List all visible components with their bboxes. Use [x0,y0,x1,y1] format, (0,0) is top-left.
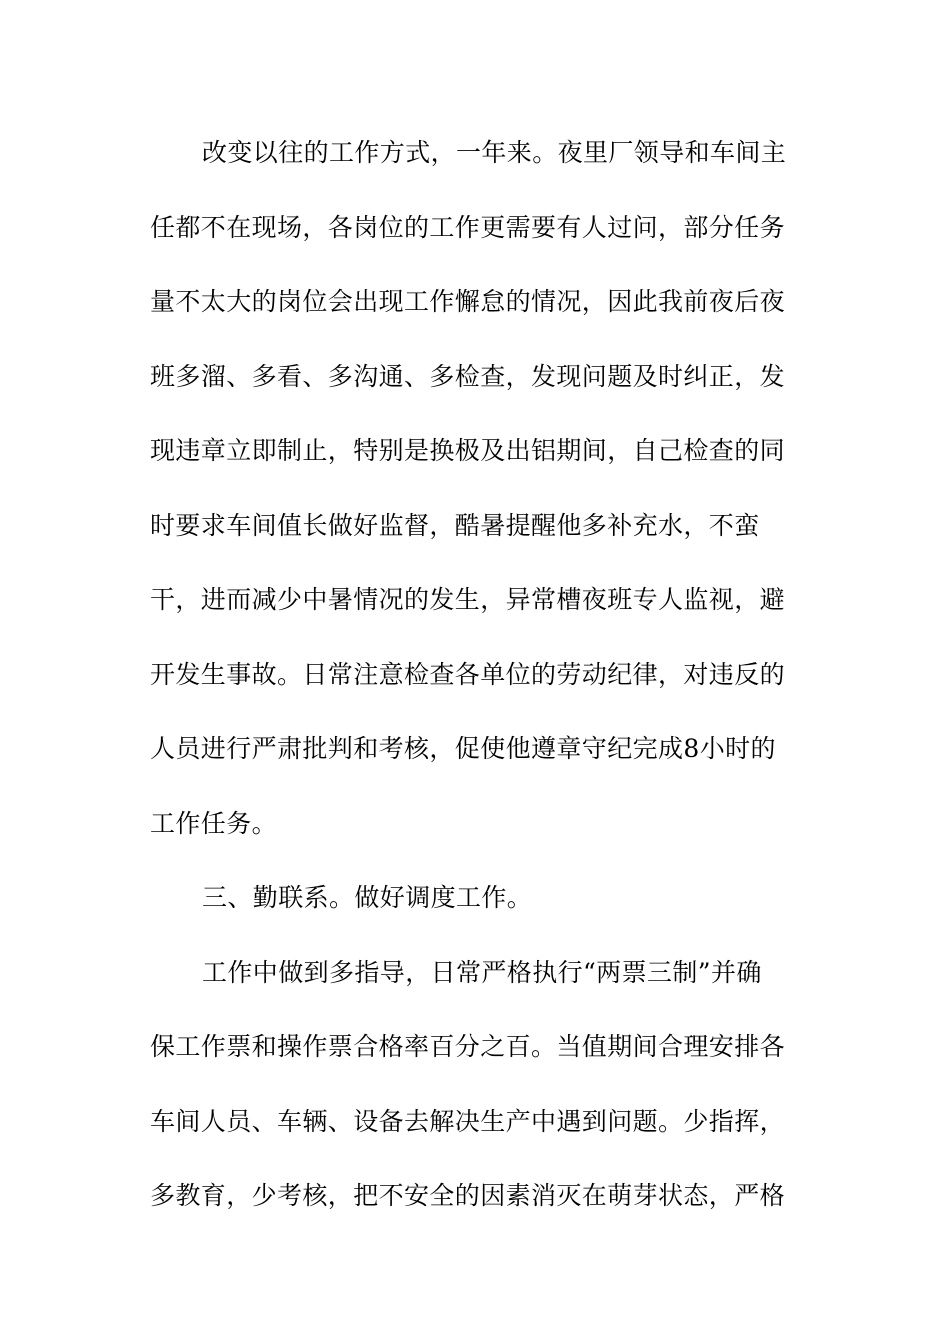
paragraph-line: 保工作票和操作票合格率百分之百。当值期间合理安排各 [150,1032,786,1061]
paragraph-line: 开发生事故。日常注意检查各单位的劳动纪律，对违反的 [150,659,786,689]
paragraph-line: 干，进而减少中暑情况的发生，异常槽夜班专人监视，避 [150,585,786,614]
paragraph-line: 时要求车间值长做好监督，酷暑提醒他多补充水，不蛮 [150,510,760,540]
paragraph-line: 工作任务。 [150,808,278,838]
paragraph-line: 工作中做到多指导，日常严格执行“两票三制”并确 [202,957,762,987]
paragraph-line: 改变以往的工作方式，一年来。夜里厂领导和车间主 [202,138,787,167]
section-heading: 三、勤联系。做好调度工作。 [202,883,533,912]
paragraph-line: 人员进行严肃批判和考核，促使他遵章守纪完成8小时的 [150,734,776,763]
paragraph-line: 任都不在现场，各岗位的工作更需要有人过问，部分任务 [150,212,786,242]
paragraph-line: 量不太大的岗位会出现工作懈怠的情况，因此我前夜后夜 [150,287,786,316]
paragraph-line: 现违章立即制止，特别是换极及出铝期间，自己检查的同 [150,436,786,465]
paragraph-line: 多教育，少考核，把不安全的因素消灭在萌芽状态，严格 [150,1181,786,1210]
paragraph-line: 班多溜、多看、多沟通、多检查，发现问题及时纠正，发 [150,361,786,391]
document-body [150,120,790,1238]
paragraph-line: 车间人员、车辆、设备去解决生产中遇到问题。少指挥， [150,1106,786,1136]
